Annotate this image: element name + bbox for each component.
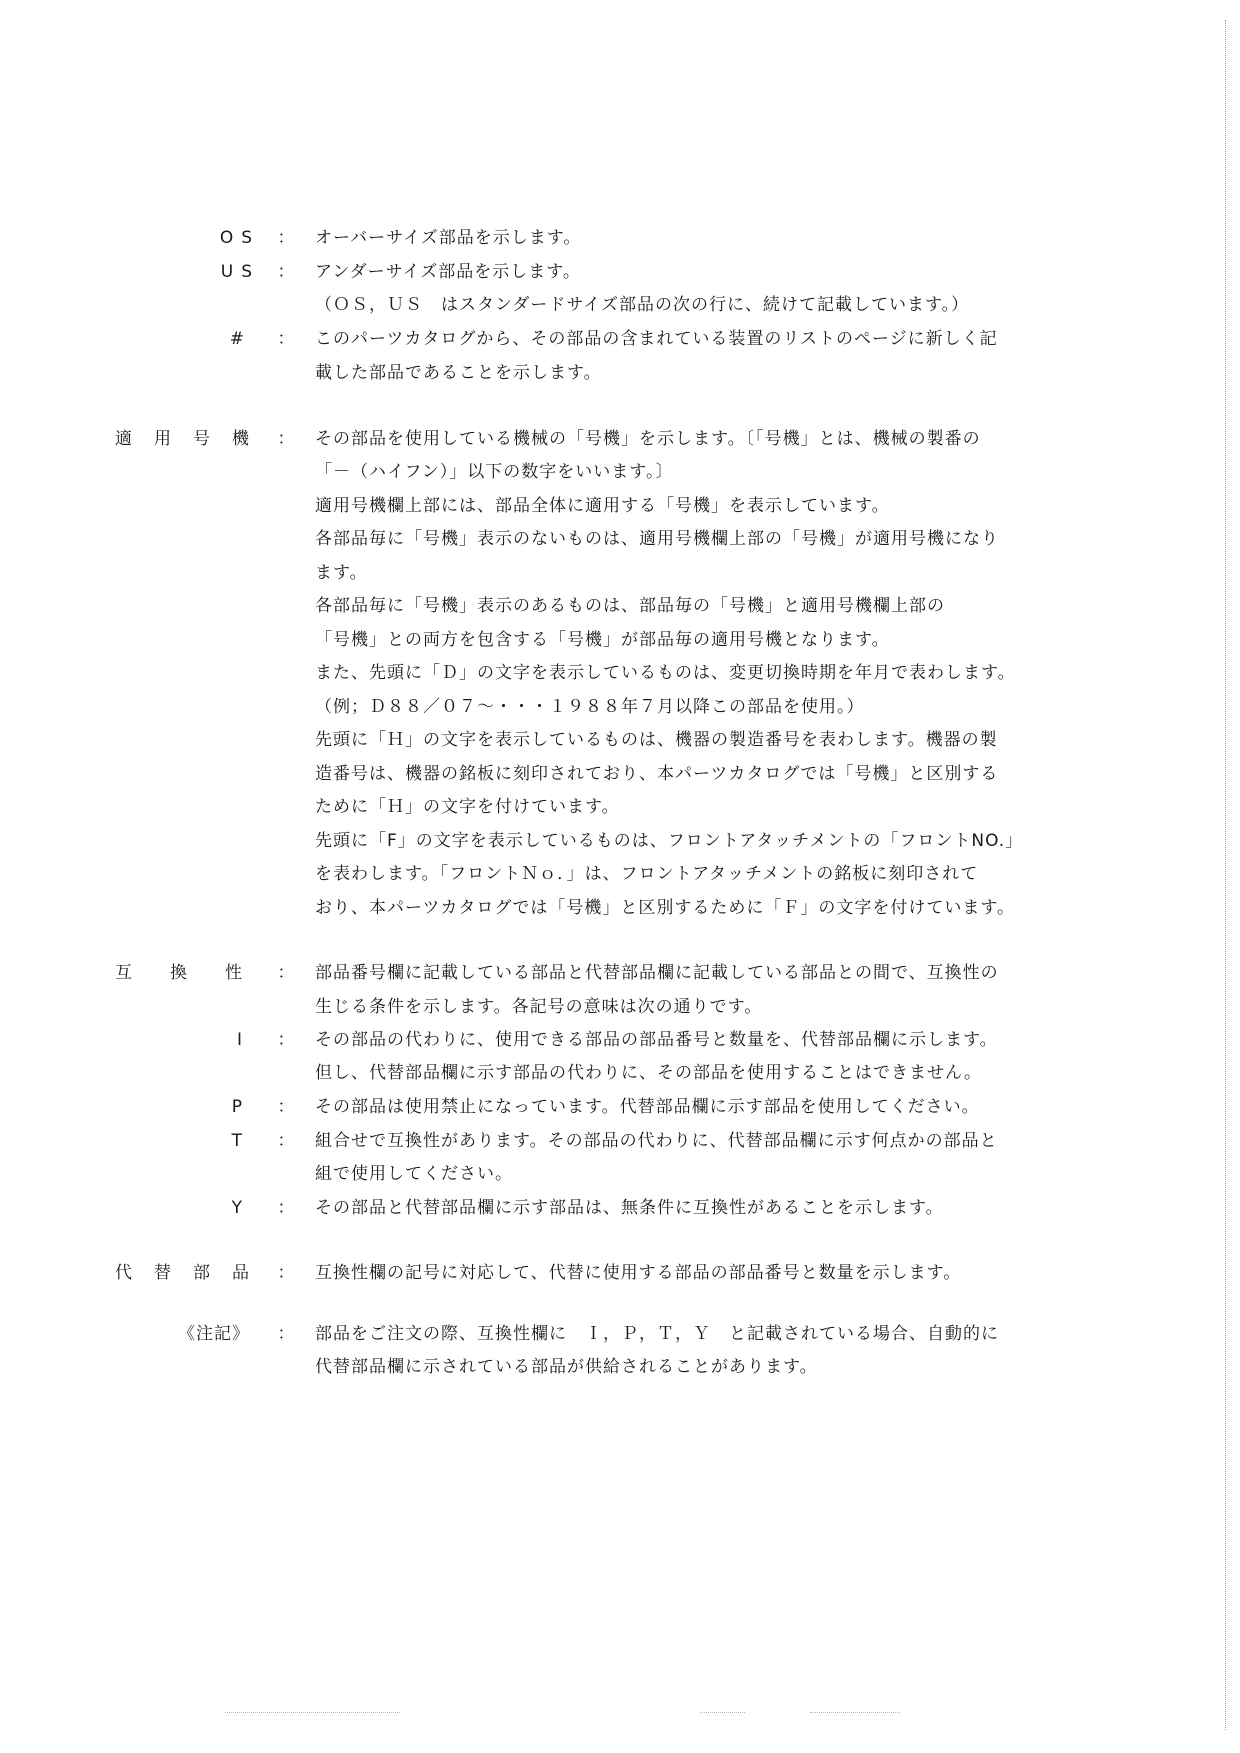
desc-line: （ＯＳ，ＵＳ はスタンダードサイズ部品の次の行に、続けて記載しています。） [315, 295, 970, 315]
desc-line: 但し、代替部品欄に示す部品の代わりに、その部品を使用することはできません。 [315, 1063, 983, 1083]
separator-colon: ： [277, 1198, 295, 1218]
term-us: US [220, 262, 260, 282]
scan-edge-line [1225, 20, 1226, 1730]
desc-line: その部品の代わりに、使用できる部品の部品番号と数量を、代替部品欄に示します。 [315, 1030, 998, 1050]
term-substitute-parts: 代替部品 [115, 1263, 271, 1283]
desc-line: 組で使用してください。 [315, 1164, 513, 1184]
desc-line: 載した部品であることを示します。 [315, 363, 602, 383]
footer-scan-dots [810, 1712, 900, 1713]
desc-line: を表わします。「フロントＮｏ．」は、フロントアタッチメントの銘板に刻印されて [315, 864, 979, 884]
desc-line: 代替部品欄に示されている部品が供給されることがあります。 [315, 1357, 818, 1377]
separator-colon: ： [277, 262, 295, 282]
desc-line: アンダーサイズ部品を示します。 [315, 262, 581, 282]
desc-line: 先頭に「F」の文字を表示しているものは、フロントアタッチメントの「フロントNO.」 [315, 831, 1024, 851]
desc-line: 部品をご注文の際、互換性欄に Ｉ，Ｐ，Ｔ，Ｙ と記載されている場合、自動的に [315, 1324, 999, 1344]
separator-colon: ： [277, 1263, 295, 1283]
footer-scan-dots [225, 1712, 400, 1713]
term-note: 《注記》 [178, 1324, 250, 1344]
separator-colon: ： [277, 228, 295, 248]
footer-scan-dots [700, 1712, 745, 1713]
desc-line: その部品と代替部品欄に示す部品は、無条件に互換性があることを示します。 [315, 1198, 944, 1218]
term-hash: # [229, 329, 252, 349]
desc-line: その部品は使用禁止になっています。代替部品欄に示す部品を使用してください。 [315, 1097, 980, 1117]
desc-line: 各部品毎に「号機」表示のないものは、適用号機欄上部の「号機」が適用号機になり [315, 529, 999, 549]
desc-line: 部品番号欄に記載している部品と代替部品欄に記載している部品との間で、互換性の [315, 963, 999, 983]
desc-line: 適用号機欄上部には、部品全体に適用する「号機」を表示しています。 [315, 496, 890, 516]
term-interchangeability: 互換性 [115, 963, 280, 983]
separator-colon: ： [277, 1324, 295, 1344]
term-symbol-i: I [236, 1030, 250, 1050]
separator-colon: ： [277, 429, 295, 449]
desc-line: ます。 [315, 563, 368, 583]
separator-colon: ： [277, 329, 295, 349]
term-applicable-serial: 適用号機 [115, 429, 271, 449]
desc-line: オーバーサイズ部品を示します。 [315, 228, 582, 248]
term-symbol-y: Y [231, 1198, 250, 1218]
separator-colon: ： [277, 1131, 295, 1151]
desc-line: 組合せで互換性があります。その部品の代わりに、代替部品欄に示す何点かの部品と [315, 1131, 998, 1151]
separator-colon: ： [277, 1030, 295, 1050]
desc-line: 互換性欄の記号に対応して、代替に使用する部品の部品番号と数量を示します。 [315, 1263, 962, 1283]
desc-line: その部品を使用している機械の「号機」を示します。〔「号機」とは、機械の製番の [315, 429, 981, 449]
desc-line: 「号機」との両方を包含する「号機」が部品毎の適用号機となります。 [315, 630, 890, 650]
separator-colon: ： [277, 963, 295, 983]
term-symbol-p: P [231, 1097, 250, 1117]
desc-line: また、先頭に「Ｄ」の文字を表示しているものは、変更切換時期を年月で表わします。 [315, 663, 1016, 683]
desc-line: 先頭に「Ｈ」の文字を表示しているものは、機器の製造番号を表わします。機器の製 [315, 730, 998, 750]
term-symbol-t: T [231, 1131, 250, 1151]
term-os: OS [219, 228, 260, 248]
desc-line: このパーツカタログから、その部品の含まれている装置のリストのページに新しく記 [315, 329, 998, 349]
desc-line: 生じる条件を示します。各記号の意味は次の通りです。 [315, 997, 763, 1017]
desc-line: （例；Ｄ８８／０７～・・・１９８８年７月以降この部品を使用。） [315, 697, 865, 717]
separator-colon: ： [277, 1097, 295, 1117]
desc-line: 「－（ハイフン）」以下の数字をいいます。〕 [315, 462, 674, 482]
desc-line: 各部品毎に「号機」表示のあるものは、部品毎の「号機」と適用号機欄上部の [315, 596, 945, 616]
desc-line: 造番号は、機器の銘板に刻印されており、本パーツカタログでは「号機」と区別する [315, 764, 999, 784]
desc-line: ために「Ｈ」の文字を付けています。 [315, 797, 620, 817]
desc-line: おり、本パーツカタログでは「号機」と区別するために「Ｆ」の文字を付けています。 [315, 898, 1015, 918]
